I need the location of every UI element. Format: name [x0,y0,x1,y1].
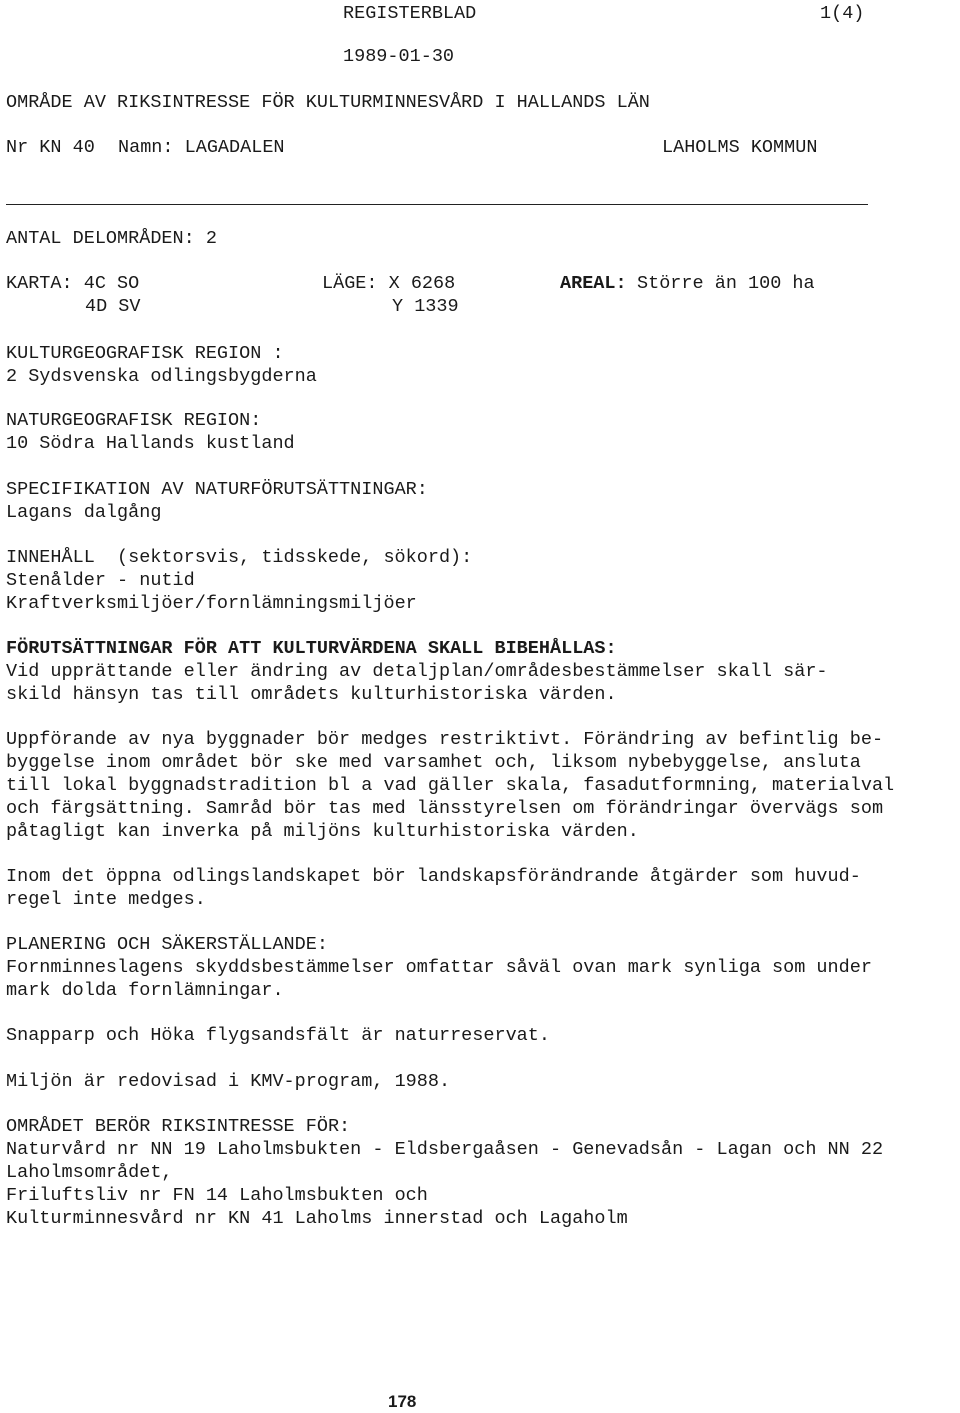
spec-heading: SPECIFIKATION AV NATURFÖRUTSÄTTNINGAR: [6,479,428,500]
forut-p3-line1: Inom det öppna odlingslandskapet bör landskapsförändrande åtgärder som huvud- [6,866,861,887]
plan-p1-line1: Fornminneslagens skyddsbestämmelser omfattar såväl ovan mark synliga som under [6,957,872,978]
forutsattningar-heading: FÖRUTSÄTTNINGAR FÖR ATT KULTURVÄRDENA SKALL BIBEHÅLLAS: [6,638,617,659]
karta-label: KARTA: 4C SO [6,273,140,294]
innehall-line2: Kraftverksmiljöer/fornlämningsmiljöer [6,593,417,614]
object-name: Namn: LAGADALEN [118,137,285,158]
forut-p2-line1: Uppförande av nya byggnader bör medges restriktivt. Förändring av befintlig be- [6,729,884,750]
delomraden-count: ANTAL DELOMRÅDEN: 2 [6,228,217,249]
kult-region-value: 2 Sydsvenska odlingsbygderna [6,366,317,387]
areal-label: AREAL: [560,273,627,294]
doc-type: REGISTERBLAD [343,3,477,24]
area-heading: OMRÅDE AV RIKSINTRESSE FÖR KULTURMINNESVÅRD I HALLANDS LÄN [6,92,650,113]
beror-line4: Kulturminnesvård nr KN 41 Laholms innerstad och Lagaholm [6,1208,628,1229]
forut-p1-line2: skild hänsyn tas till områdets kulturhistoriska värden. [6,684,617,705]
karta-line2: 4D SV [85,296,141,317]
forut-p1-line1: Vid upprättande eller ändring av detaljplan/områdesbestämmelser skall sär- [6,661,828,682]
innehall-sub: (sektorsvis, tidsskede, sökord): [117,547,473,568]
forut-p2-line3: till lokal byggnadstradition bl a vad gäller skala, fasadutformning, materialval [6,775,895,796]
forut-p2-line5: påtagligt kan inverka på miljöns kulturhistoriska värden. [6,821,639,842]
page-indicator: 1(4) [820,3,865,24]
lage-line2: Y 1339 [392,296,459,317]
areal-value: Större än 100 ha [637,273,815,294]
beror-line2: Laholmsområdet, [6,1162,173,1183]
kult-region-heading: KULTURGEOGRAFISK REGION : [6,343,284,364]
page-number: 178 [388,1392,417,1411]
spec-value: Lagans dalgång [6,502,162,523]
object-number: Nr KN 40 [6,137,95,158]
municipality: LAHOLMS KOMMUN [662,137,818,158]
header-divider [6,204,868,205]
planering-heading: PLANERING OCH SÄKERSTÄLLANDE: [6,934,328,955]
plan-p3: Miljön är redovisad i KMV-program, 1988. [6,1071,451,1092]
beror-line1: Naturvård nr NN 19 Laholmsbukten - Eldsbergaåsen - Genevadsån - Lagan och NN 22 [6,1139,884,1160]
forut-p2-line4: och färgsättning. Samråd bör tas med länsstyrelsen om förändringar övervägs som [6,798,884,819]
forut-p2-line2: byggelse inom området bör ske med varsamhet och, liksom nybebyggelse, ansluta [6,752,861,773]
natur-region-value: 10 Södra Hallands kustland [6,433,295,454]
natur-region-heading: NATURGEOGRAFISK REGION: [6,410,262,431]
document-date: 1989-01-30 [343,46,455,67]
plan-p2: Snapparp och Höka flygsandsfält är naturreservat. [6,1025,550,1046]
beror-line3: Friluftsliv nr FN 14 Laholmsbukten och [6,1185,428,1206]
lage-label: LÄGE: X 6268 [322,273,456,294]
beror-heading: OMRÅDET BERÖR RIKSINTRESSE FÖR: [6,1116,351,1137]
innehall-line1: Stenålder - nutid [6,570,195,591]
forut-p3-line2: regel inte medges. [6,889,206,910]
plan-p1-line2: mark dolda fornlämningar. [6,980,284,1001]
innehall-heading: INNEHÅLL [6,547,95,568]
